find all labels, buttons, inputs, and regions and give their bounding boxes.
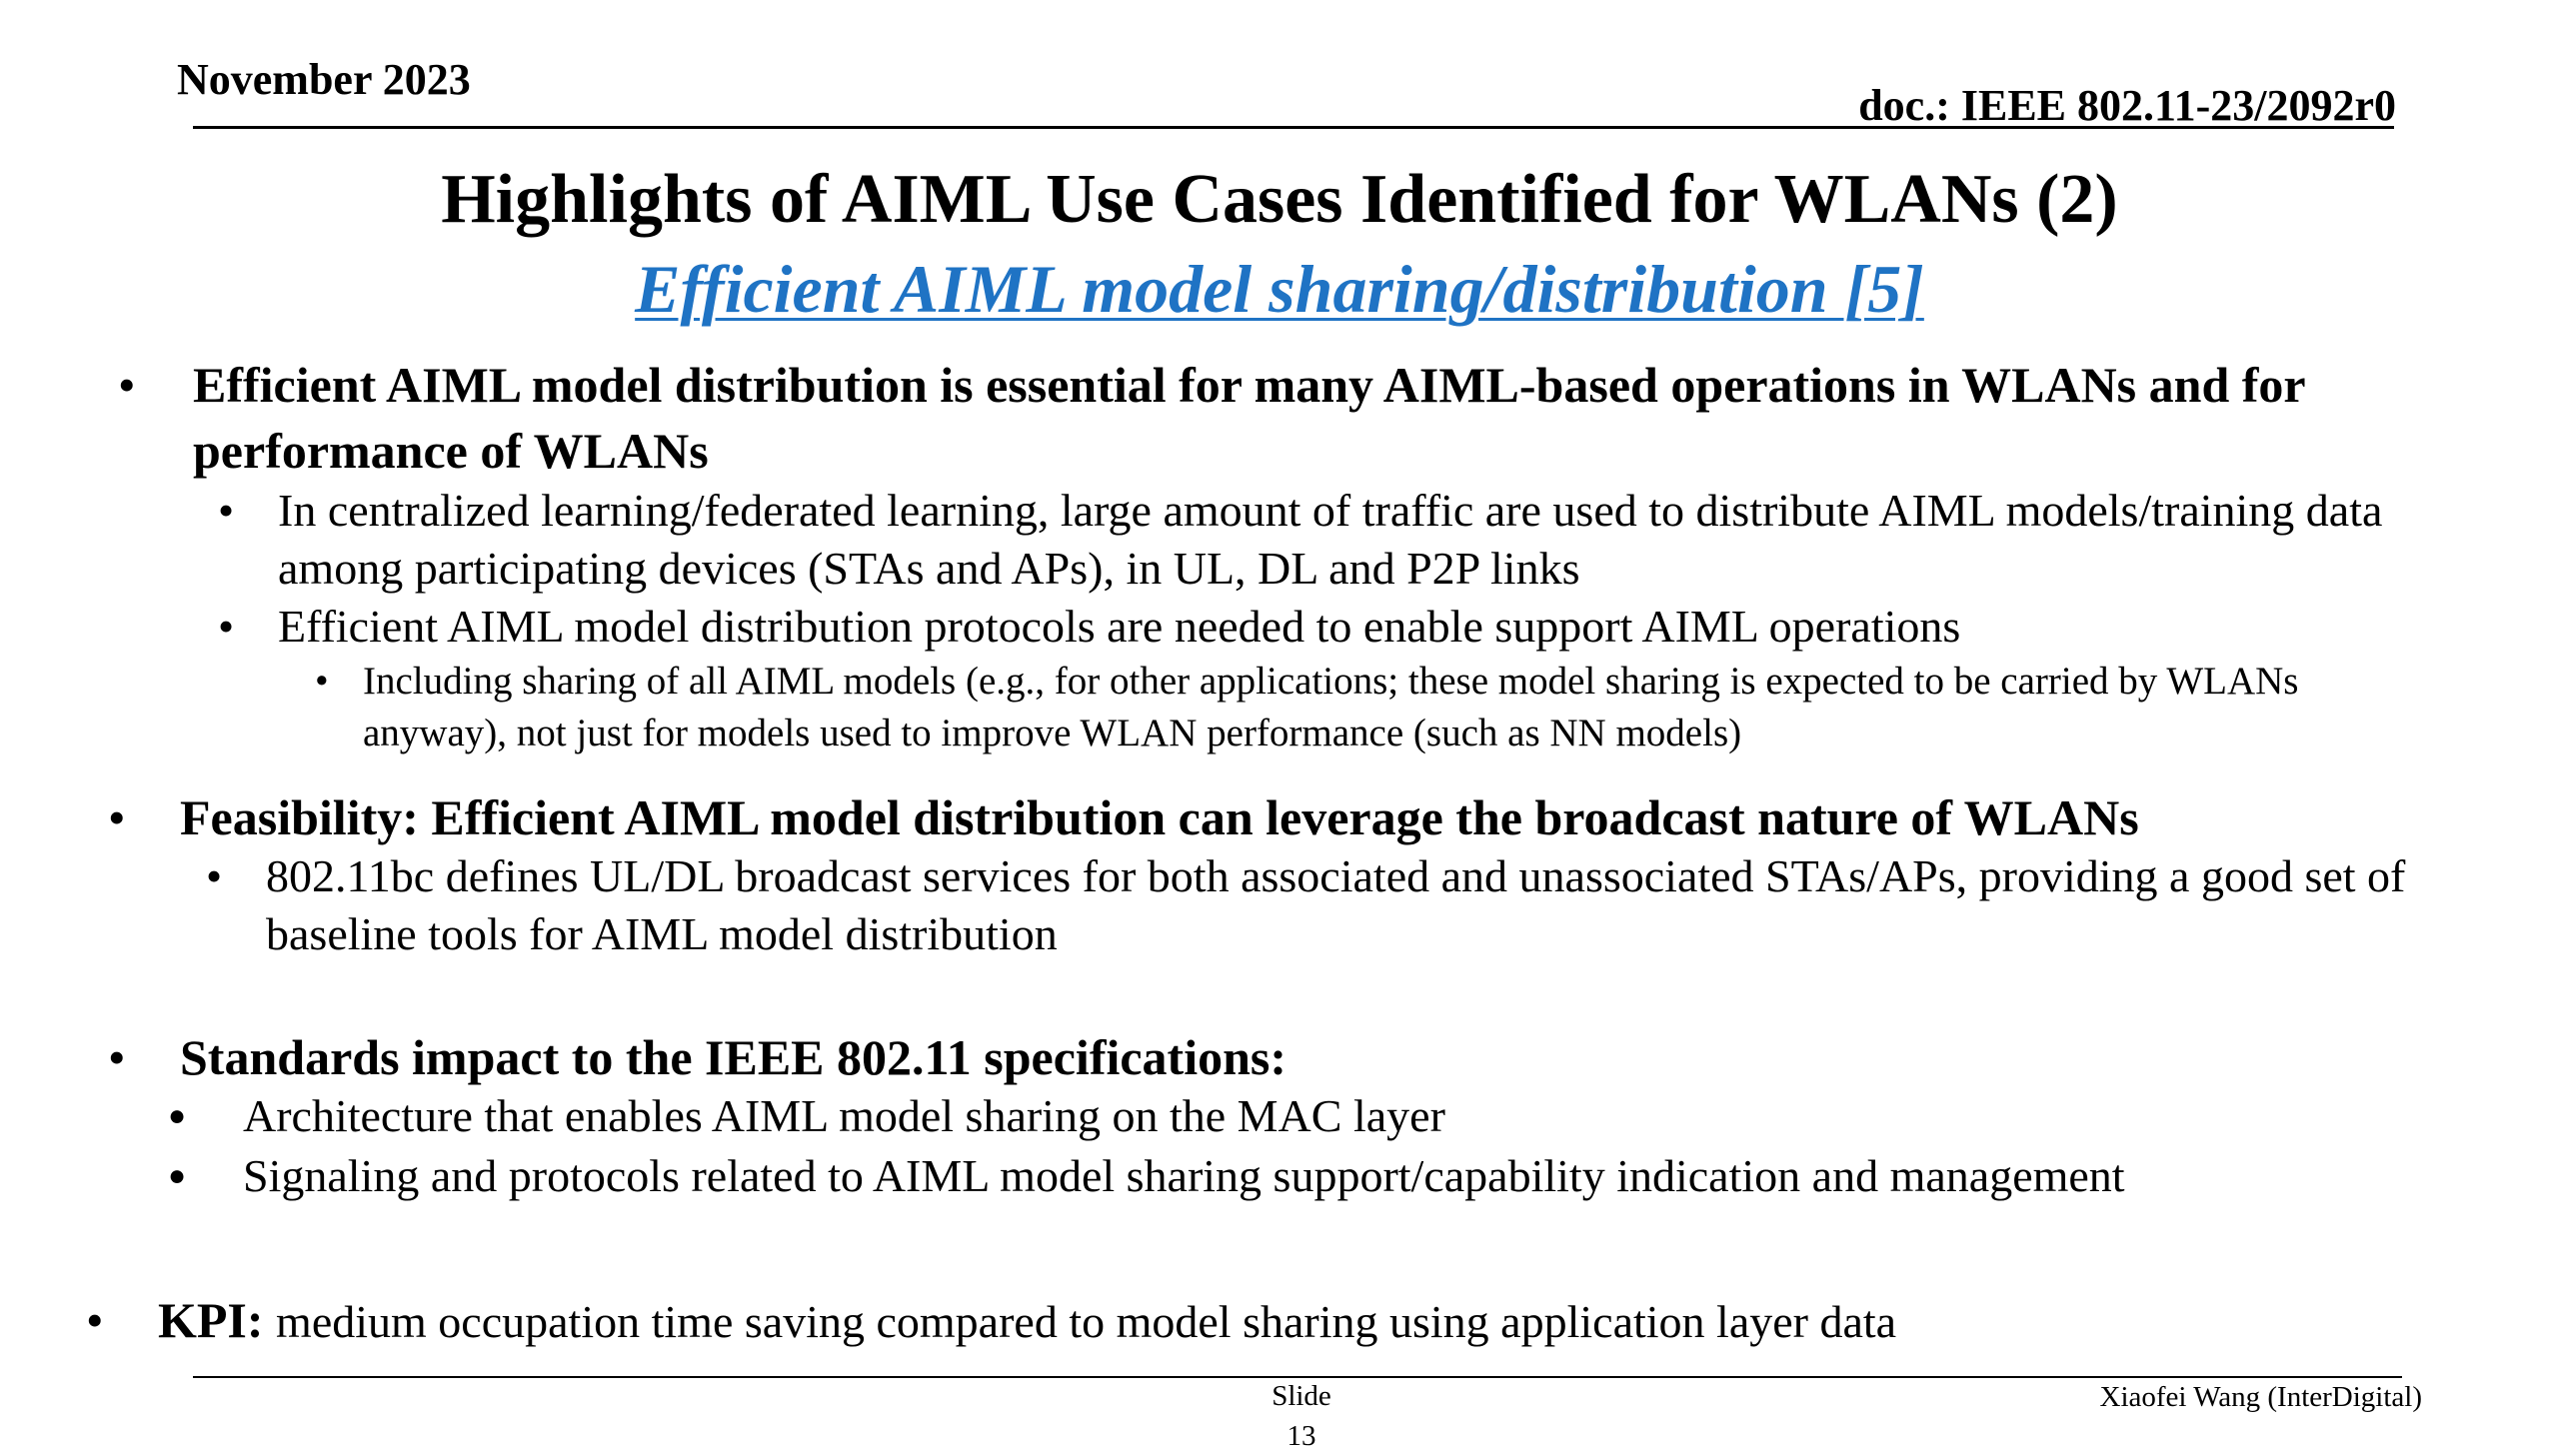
bullet-1-2-text: Efficient AIML model distribution protocols are needed to enable support AIML operations [278,601,1961,652]
bullet-3-2 [168,1147,2432,1205]
bullet-2-1-text: 802.11bc defines UL/DL broadcast services for both associated and unassociated STAs/APs, providing a good set of baseline tools for AIML model distribution [266,850,2406,959]
bullet-3 [108,1024,2439,1090]
bullet-1-1-text: In centralized learning/federated learning, large amount of traffic are used to distribute AIML models/training data among participating devices (STAs and APs), in UL, DL and P2P links [278,485,2383,594]
bullet-marker: • [315,660,329,703]
bullet-1-text: Efficient AIML model distribution is essential for many AIML-based operations in WLANs and for performance of WLANs [193,357,2305,479]
footer-slide-label: Slide [1272,1380,1331,1412]
bullet-marker: • [118,357,136,413]
bullet-1-1 [218,482,2437,598]
bullet-marker: • [108,1029,126,1085]
bullet-marker: ● [168,1159,187,1192]
bullet-marker: • [86,1292,104,1348]
bullet-1-2-1-text: Including sharing of all AIML models (e.g., for other applications; these model sharing is expected to be carried by WLANs anyway), not just for models used to improve WLAN performance (such as NN models) [363,660,2299,754]
bullet-1 [118,352,2422,484]
bullet-marker: ● [168,1099,187,1132]
header-doc-id: doc.: IEEE 802.11-23/2092r0 [1858,81,2396,130]
bullet-3-1-text: Architecture that enables AIML model sharing on the MAC layer [243,1090,1445,1141]
header-divider [193,126,2394,129]
bullet-marker: • [218,485,235,536]
footer-slide-index: 13 [1286,1420,1316,1452]
bullet-4 [86,1287,2437,1355]
bullet-2 [108,784,2439,850]
bullet-2-1 [206,847,2435,963]
footer-author: Xiaofei Wang (InterDigital) [2099,1381,2422,1413]
bullet-2-text: Feasibility: Efficient AIML model distribution can leverage the broadcast nature of WLANs [180,789,2139,845]
bullet-3-2-text: Signaling and protocols related to AIML model sharing support/capability indication and management [243,1150,2125,1201]
slide-subtitle-link[interactable]: Efficient AIML model sharing/distribution [5] [635,251,1924,327]
bullet-1-2 [218,598,2437,656]
slide-title: Highlights of AIML Use Cases Identified for WLANs (2) [441,161,2118,238]
bullet-1-2-1 [315,656,2382,759]
kpi-text: medium occupation time saving compared to model sharing using application layer data [276,1296,1897,1347]
bullet-3-1 [168,1087,2432,1145]
bullet-3-text: Standards impact to the IEEE 802.11 specifications: [180,1029,1287,1085]
bullet-4-text [158,1287,2437,1355]
footer-slide-number [1237,1376,1366,1456]
kpi-label: KPI: [158,1292,264,1348]
bullet-marker: • [206,850,223,901]
header-date: November 2023 [177,55,471,104]
bullet-marker: • [218,601,235,652]
bullet-marker: • [108,789,126,845]
